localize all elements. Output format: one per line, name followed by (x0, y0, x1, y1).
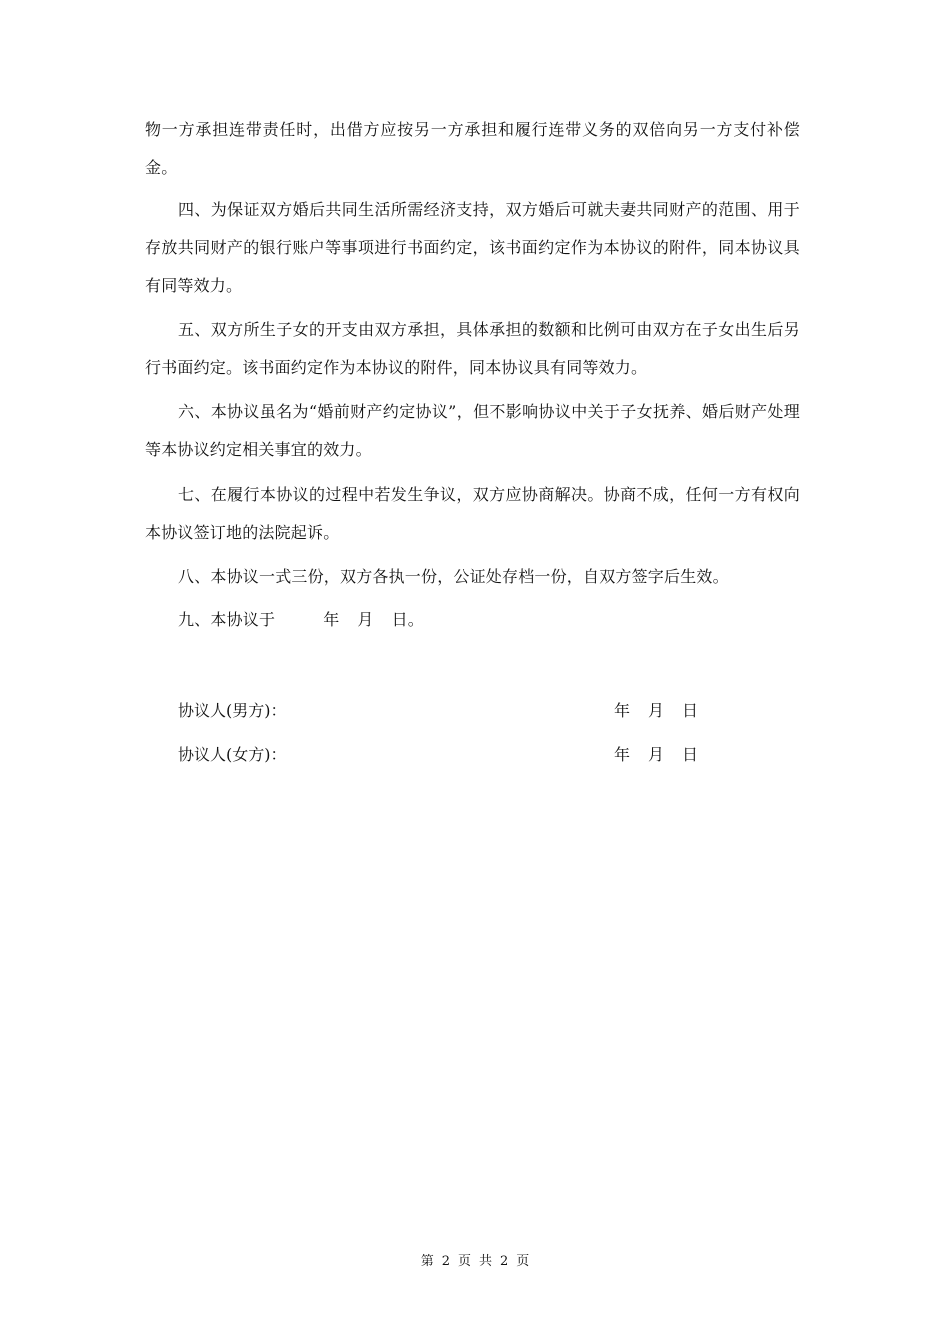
signature-date-female-year: 年 (614, 745, 631, 764)
clause-9-month: 月 (357, 610, 374, 629)
paragraph-clause-8: 八、本协议一式三份，双方各执一份，公证处存档一份，自双方签字后生效。 (178, 567, 729, 586)
clause-9-year: 年 (323, 610, 340, 629)
clause-9-text: 九、本协议于 (178, 610, 276, 629)
footer-page-unit: 页 (457, 1254, 471, 1269)
signature-row-female (178, 743, 738, 767)
clause-9-day: 日。 (391, 610, 425, 629)
paragraph-clause-6: 六、本协议虽名为“婚前财产约定协议”，但不影响协议中关于子女抚养、婚后财产处理等本协议约定相关事宜的效力。 (145, 402, 800, 459)
signature-date-female-day: 日 (682, 745, 699, 764)
paragraph-clause-5: 五、双方所生子女的开支由双方承担，具体承担的数额和比例可由双方在子女出生后另行书面约定。该书面约定作为本协议的附件，同本协议具有同等效力。 (145, 320, 800, 377)
signature-row-male (178, 699, 738, 723)
paragraph-clause-4: 四、为保证双方婚后共同生活所需经济支持，双方婚后可就夫妻共同财产的范围、用于存放共同财产的银行账户等事项进行书面约定，该书面约定作为本协议的附件，同本协议具有同等效力。 (145, 200, 800, 295)
footer-total-unit: 页 (516, 1254, 530, 1269)
signature-date-male (614, 699, 698, 723)
signature-date-male-day: 日 (682, 701, 699, 720)
paragraph-continuation: 物一方承担连带责任时，出借方应按另一方承担和履行连带义务的双倍向另一方支付补偿金。 (145, 120, 800, 177)
signature-label-male: 协议人(男方)： (178, 701, 287, 720)
paragraph-clause-7: 七、在履行本协议的过程中若发生争议，双方应协商解决。协商不成，任何一方有权向本协议签订地的法院起诉。 (145, 485, 800, 542)
signature-date-male-year: 年 (614, 701, 631, 720)
footer-prefix: 第 (420, 1254, 434, 1269)
signature-date-female-month: 月 (648, 745, 665, 764)
signature-date-female (614, 743, 698, 767)
paragraph-clause-9 (145, 601, 800, 639)
footer-total-pages: 2 (500, 1254, 509, 1269)
footer-total-prefix: 共 (479, 1254, 493, 1269)
signature-label-female: 协议人(女方)： (178, 745, 287, 764)
page-footer (0, 1252, 950, 1272)
signature-date-male-month: 月 (648, 701, 665, 720)
footer-page-number: 2 (441, 1254, 450, 1269)
